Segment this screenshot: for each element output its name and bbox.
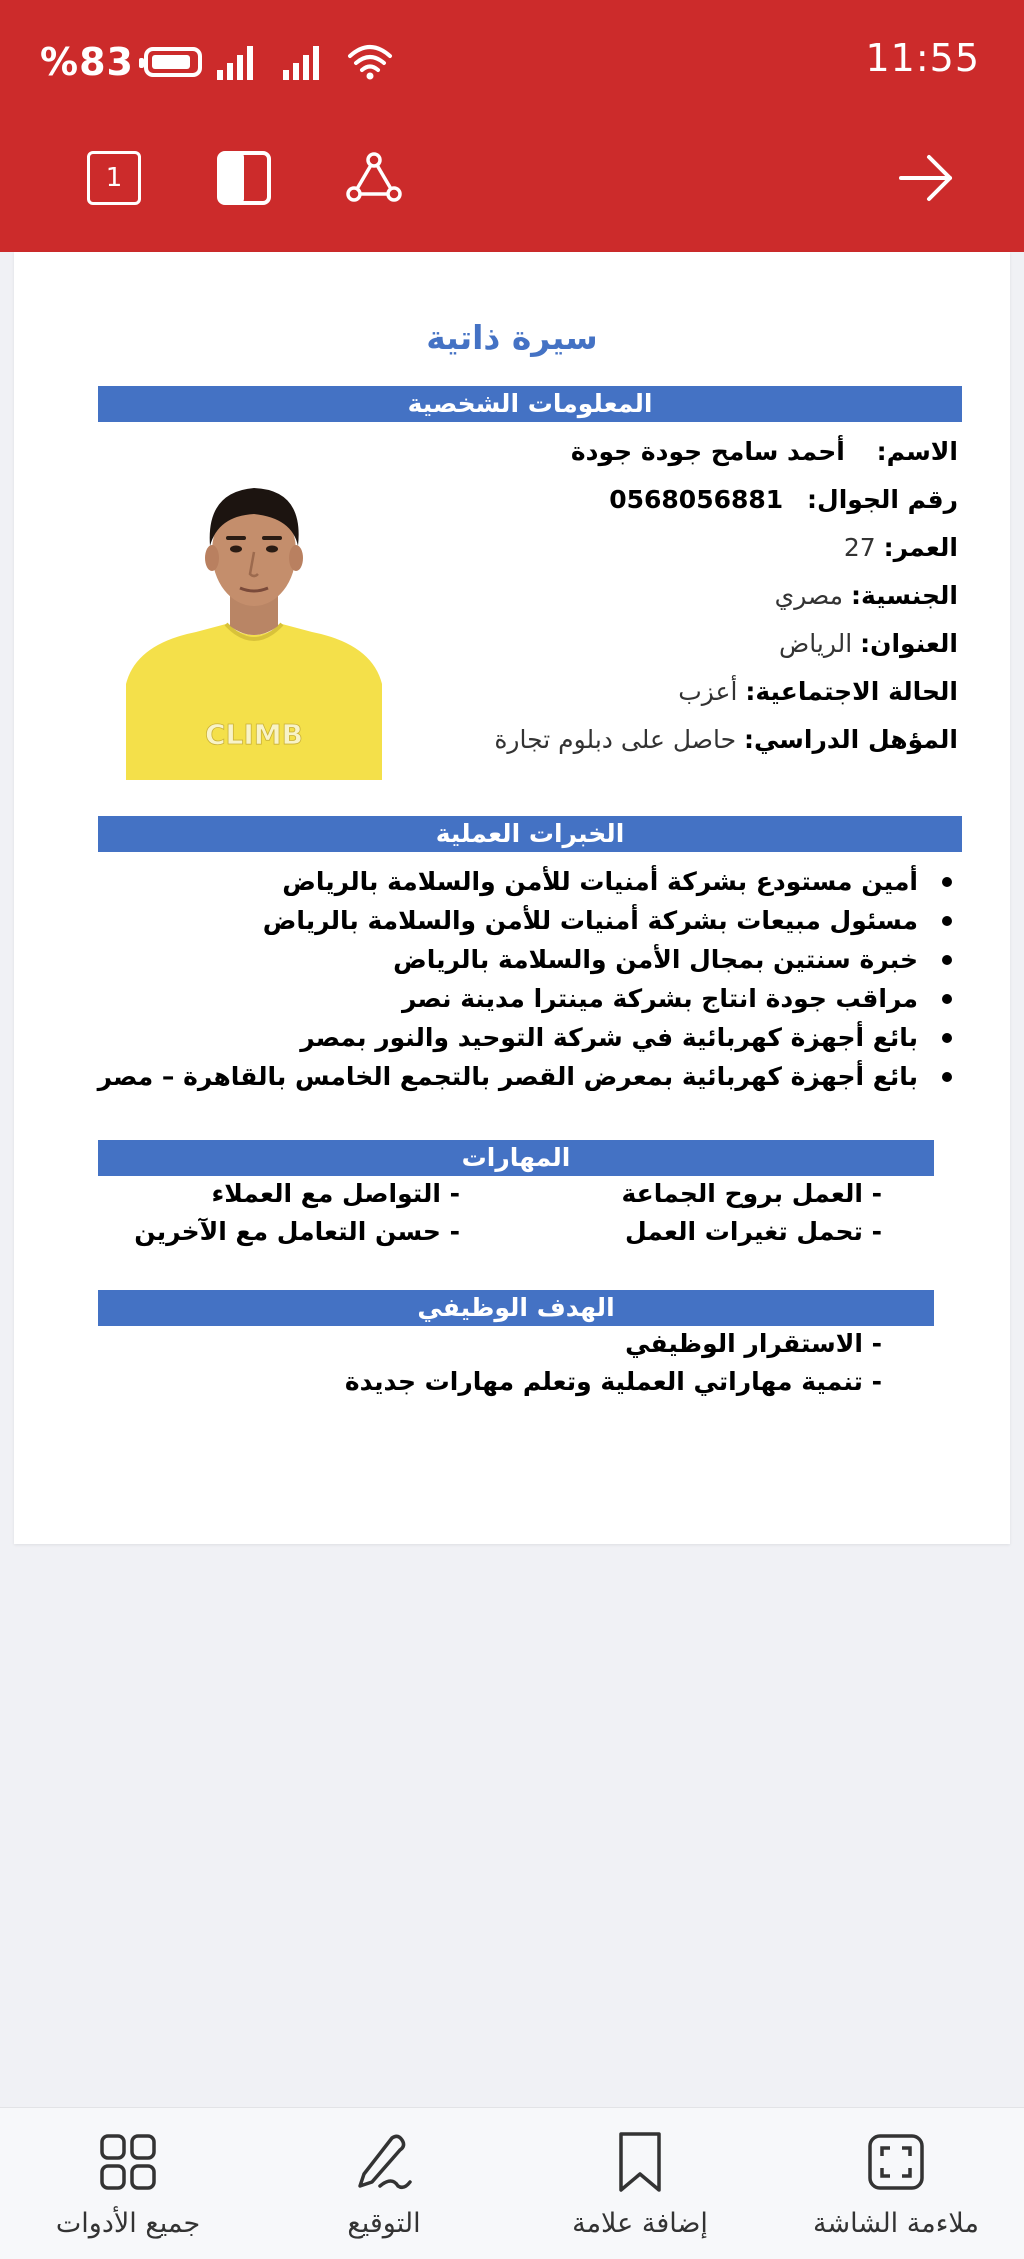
- share-button[interactable]: [344, 148, 404, 208]
- info-marital-status: الحالة الاجتماعية: أعزب: [678, 677, 958, 706]
- skill-item: - العمل بروح الجماعة: [621, 1179, 882, 1208]
- battery-status: [40, 38, 202, 86]
- arrow-forward-icon: [898, 153, 954, 203]
- profile-photo: [126, 474, 382, 780]
- section-experience: الخبرات العملية: [98, 816, 962, 852]
- fit-screen-icon: [866, 2132, 926, 2192]
- list-item: أمين مستودع بشركة أمنيات للأمن والسلامة بالرياض: [58, 862, 958, 901]
- experience-list: [58, 862, 958, 1096]
- list-item: مراقب جودة انتاج بشركة مينترا مدينة نصر: [58, 979, 958, 1018]
- back-button[interactable]: [896, 148, 956, 208]
- all-tools-grid-icon: [98, 2132, 158, 2192]
- skill-item: - حسن التعامل مع الآخرين: [134, 1217, 460, 1246]
- wifi-icon: [347, 42, 393, 82]
- section-personal-info: المعلومات الشخصية: [98, 386, 962, 422]
- list-item: بائع أجهزة كهربائية في شركة التوحيد والنور بمصر: [58, 1018, 958, 1057]
- page-number-icon: 1: [87, 151, 141, 205]
- document-page[interactable]: [14, 252, 1010, 1544]
- signal-icons: [215, 38, 393, 86]
- share-nodes-icon: [344, 150, 404, 206]
- section-objective: الهدف الوظيفي: [98, 1290, 934, 1326]
- info-name: الاسم: أحمد سامح جودة جودة: [570, 437, 958, 466]
- battery-percent: %83: [40, 40, 134, 84]
- list-item: مسئول مبيعات بشركة أمنيات للأمن والسلامة بالرياض: [58, 901, 958, 940]
- bottom-toolbar: [0, 2107, 1024, 2259]
- info-phone: رقم الجوال: 0568056881: [609, 485, 958, 514]
- objective-item: - تنمية مهاراتي العملية وتعلم مهارات جديدة: [344, 1367, 882, 1396]
- reading-mode-icon: [216, 150, 272, 206]
- skill-item: - تحمل تغيرات العمل: [624, 1217, 882, 1246]
- info-age: العمر: 27: [843, 533, 958, 562]
- skill-item: - التواصل مع العملاء: [211, 1179, 460, 1208]
- info-education: المؤهل الدراسي: حاصل على دبلوم تجارة: [494, 725, 958, 754]
- signature-pen-icon: [352, 2130, 416, 2194]
- objective-item: - الاستقرار الوظيفي: [625, 1329, 882, 1358]
- info-address: العنوان: الرياض: [779, 629, 958, 658]
- cv-title: سيرة ذاتية: [426, 318, 598, 357]
- bookmark-icon: [615, 2130, 665, 2194]
- clock: 11:55: [865, 36, 980, 80]
- add-bookmark-button[interactable]: إضافة علامة: [520, 2128, 760, 2248]
- list-item: بائع أجهزة كهربائية بمعرض القصر بالتجمع الخامس بالقاهرة – مصر: [58, 1057, 958, 1096]
- cell-signal-icon: [215, 42, 261, 82]
- reading-mode-button[interactable]: [214, 148, 274, 208]
- section-skills: المهارات: [98, 1140, 934, 1176]
- shirt-print-text: CLIMB: [204, 718, 304, 751]
- top-app-bar: [0, 0, 1024, 252]
- signature-button[interactable]: التوقيع: [264, 2128, 504, 2248]
- all-tools-button[interactable]: جميع الأدوات: [8, 2128, 248, 2248]
- cell-signal-2-icon: [281, 42, 327, 82]
- list-item: خبرة سنتين بمجال الأمن والسلامة بالرياض: [58, 940, 958, 979]
- battery-icon: [144, 47, 202, 77]
- info-nationality: الجنسية: مصري: [774, 581, 958, 610]
- page-number-button[interactable]: [84, 148, 144, 208]
- fit-screen-button[interactable]: ملاءمة الشاشة: [776, 2128, 1016, 2248]
